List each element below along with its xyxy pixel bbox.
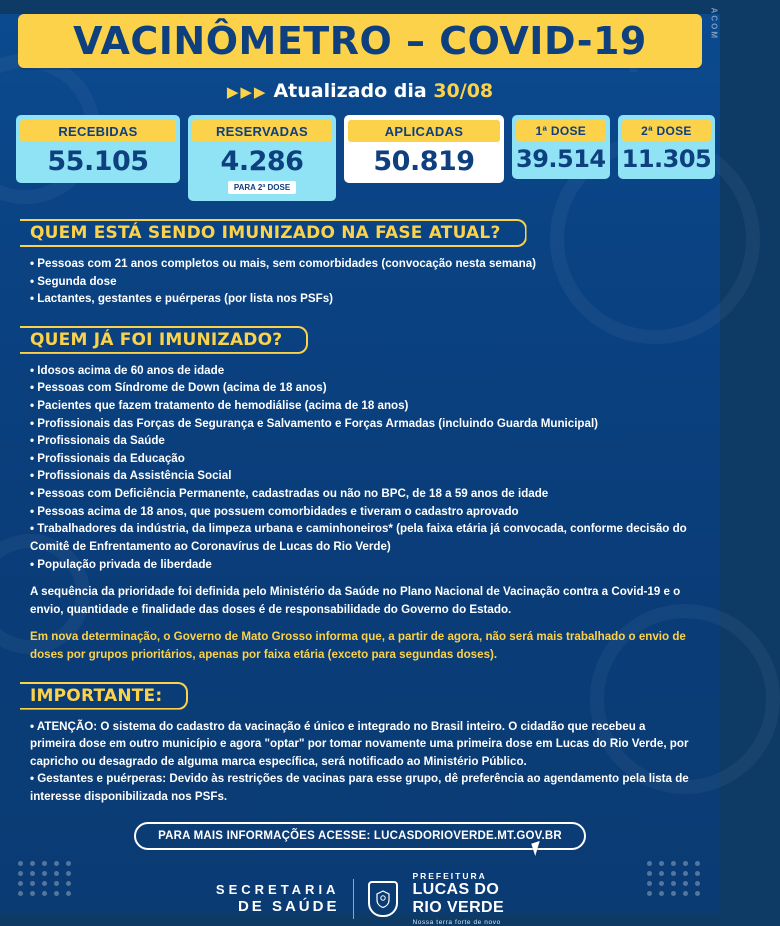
secretaria-logo: [216, 883, 340, 915]
section-heading-text: IMPORTANTE:: [30, 685, 163, 706]
stat-value: 11.305: [621, 145, 712, 173]
list-item: • Profissionais da Saúde: [30, 434, 165, 448]
stat-card-aplicadas: [344, 115, 504, 183]
list-item: • Pessoas com Síndrome de Down (acima de 18 anos): [30, 381, 327, 395]
list-item: • Profissionais da Educação: [30, 451, 185, 465]
section-body-important: [30, 718, 694, 806]
stat-value: 55.105: [47, 146, 149, 177]
stat-card-primeira-dose: [512, 115, 610, 179]
update-subtitle: [0, 80, 720, 102]
list-item: • ATENÇÃO: O sistema do cadastro da vacinação é único e integrado no Brasil inteiro. O cidadão que recebeu a primeira dose em outro município e agora "optar" por tomar novamente uma primeira dose em Lucas do Rio Verde, por capricho ou desagrado de alguma marca específica, será notificado ao Ministério Público.: [30, 719, 689, 768]
city-line1: LUCAS DO: [412, 881, 500, 899]
list-item: • Profissionais das Forças de Segurança e Salvamento e Forças Armadas (incluindo Guarda Municipal): [30, 416, 599, 430]
list-item: • Lactantes, gestantes e puérperas (por lista nos PSFs): [30, 292, 334, 306]
more-info-link[interactable]: PARA MAIS INFORMAÇÕES ACESSE: LUCASDORIOVERDE.MT.GOV.BR: [134, 822, 586, 850]
stat-label: 2ª DOSE: [622, 120, 712, 141]
poster-title-band: [18, 14, 702, 68]
prefeitura-label: PREFEITURA: [412, 870, 487, 881]
list-item: • Pessoas com Deficiência Permanente, cadastradas ou não no BPC, de 18 a 59 anos de idade: [30, 487, 549, 501]
list-item: • Idosos acima de 60 anos de idade: [30, 363, 225, 377]
section-heading-text: QUEM JÁ FOI IMUNIZADO?: [30, 329, 283, 350]
section-body-already: [30, 362, 694, 664]
list-item: • Segunda dose: [30, 274, 117, 288]
city-tagline: Nossa terra forte de novo: [412, 918, 501, 926]
cta-wrapper: [0, 822, 720, 850]
stat-value: 4.286: [220, 146, 304, 177]
page-title: VACINÔMETRO – COVID-19: [73, 19, 647, 63]
list-item: • Pessoas acima de 18 anos, que possuem comorbidades e tiveram o cadastro aprovado: [30, 504, 519, 518]
section-heading-already: [26, 326, 308, 354]
stat-card-reservadas: [188, 115, 336, 201]
arrows-icon: ▶▶▶: [226, 83, 268, 101]
crest-icon: [368, 881, 398, 917]
list-item: • População privada de liberdade: [30, 557, 212, 571]
secretaria-line2: DE SAÚDE: [237, 897, 340, 915]
stat-card-recebidas: [16, 115, 180, 183]
list-item: • Gestantes e puérperas: Devido às restrições de vacinas para esse grupo, dê preferência ao agendamento pela lista de interesse disponibilizada nos PSFs.: [30, 772, 689, 804]
stat-card-segunda-dose: [618, 115, 716, 179]
stat-sublabel: PARA 2ª DOSE: [228, 181, 296, 194]
stats-row: [16, 115, 712, 201]
list-item: • Profissionais da Assistência Social: [30, 469, 232, 483]
section-heading-text: QUEM ESTÁ SENDO IMUNIZADO NA FASE ATUAL?: [30, 223, 501, 243]
state-highlight-note: Em nova determinação, o Governo de Mato Grosso informa que, a partir de agora, não será mais trabalhado o envio de doses por grupos prioritários, apenas por faixa etária (exceto para segundas doses).: [30, 630, 686, 661]
corner-agency-label: ACOM: [709, 7, 718, 40]
list-item: • Pacientes que fazem tratamento de hemodiálise (acima de 18 anos): [30, 399, 409, 413]
stat-label: RECEBIDAS: [20, 120, 176, 142]
update-date: 30/08: [433, 80, 494, 102]
secretaria-line1: SECRETARIA: [215, 881, 340, 897]
prefeitura-logo: [412, 872, 504, 926]
stat-label: RESERVADAS: [192, 120, 332, 142]
city-line2: RIO VERDE: [412, 899, 505, 917]
list-item: • Pessoas com 21 anos completos ou mais, sem comorbidades (convocação nesta semana): [30, 257, 537, 270]
stat-value: 39.514: [516, 145, 606, 173]
section-body-current: [30, 255, 694, 308]
footer-logos: [0, 872, 720, 926]
list-item: • Trabalhadores da indústria, da limpeza urbana e caminhoneiros* (pela faixa etária já convocada, conforme decisão do Comitê de Enfrentamento ao Coronavírus de Lucas do Rio Verde): [30, 522, 687, 553]
stat-label: APLICADAS: [348, 120, 500, 142]
priority-note: A sequência da prioridade foi definida pelo Ministério da Saúde no Plano Nacional de Vacinação contra a Covid-19 e o envio, quantidade e finalidade das doses é de responsabilidade do Governo do Estado.: [30, 585, 681, 616]
section-heading-current: [26, 219, 527, 247]
section-heading-important: [26, 682, 188, 710]
poster-root: [0, 7, 720, 926]
update-prefix: Atualizado dia: [273, 80, 427, 102]
footer-divider: [353, 879, 354, 919]
stat-value: 50.819: [373, 146, 475, 177]
stat-label: 1ª DOSE: [516, 120, 606, 141]
